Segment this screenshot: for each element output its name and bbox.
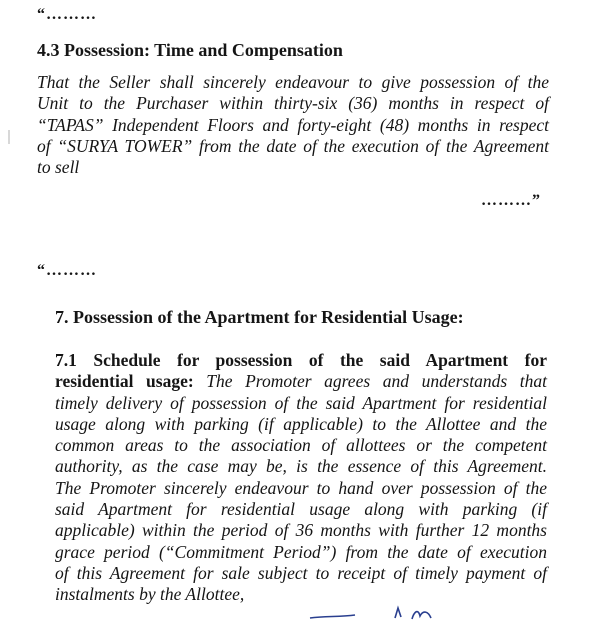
- clause-7-1-line: The Promoter sincerely endeavour to hand over possession of the: [55, 477, 547, 498]
- clause-4-3-text: [37, 72, 549, 178]
- clause-7-1-line: applicable) within the period of 36 months with further 12 months: [55, 520, 547, 541]
- clause-7-1-line: [55, 371, 547, 392]
- clause-7-1-line: said Apartment for residential usage along with parking (if: [55, 499, 547, 520]
- clause-4-3-line: to sell: [37, 157, 80, 178]
- clause-4-3-line: That the Seller shall sincerely endeavour to give possession of the: [37, 72, 549, 92]
- close-quote-1: ………”: [481, 192, 541, 209]
- clause-heading-4-3: 4.3 Possession: Time and Compensation: [37, 40, 343, 60]
- signature-mark: [300, 602, 450, 620]
- section-heading-7: 7. Possession of the Apartment for Residential Usage:: [55, 307, 464, 327]
- open-quote-1: “………: [37, 6, 97, 23]
- clause-7-1-text: [55, 350, 547, 606]
- clause-7-1-line: common areas to the association of allottees or the competent: [55, 435, 547, 456]
- scan-margin-mark: [8, 130, 10, 144]
- clause-7-1-line: timely delivery of possession of the said Apartment for residential: [55, 392, 547, 413]
- clause-4-3-line: of “SURYA TOWER” from the date of the execution of the Agreement: [37, 135, 549, 156]
- clause-4-3-line: Unit to the Purchaser within thirty-six (36) months in respect of: [37, 93, 549, 114]
- open-quote-2: “………: [37, 262, 97, 279]
- clause-7-1-line: usage along with parking (if applicable) to the Allottee and the: [55, 413, 547, 434]
- clause-7-1-line: authority, as the case may be, is the essence of this Agreement.: [55, 456, 547, 477]
- clause-4-3-line: “TAPAS” Independent Floors and forty-eight (48) months in respect: [37, 114, 549, 135]
- clause-7-1-line-rest: The Promoter agrees and understands that: [193, 371, 547, 392]
- clause-7-1-line: of this Agreement for sale subject to receipt of timely payment of: [55, 562, 547, 583]
- clause-7-1-heading: 7.1 Schedule for possession of the said Apartment for: [55, 350, 547, 370]
- clause-7-1-line: instalments by the Allottee,: [55, 584, 245, 605]
- clause-7-1-heading-cont: residential usage:: [55, 371, 194, 392]
- clause-7-1-line: grace period (“Commitment Period”) from the date of execution: [55, 541, 547, 562]
